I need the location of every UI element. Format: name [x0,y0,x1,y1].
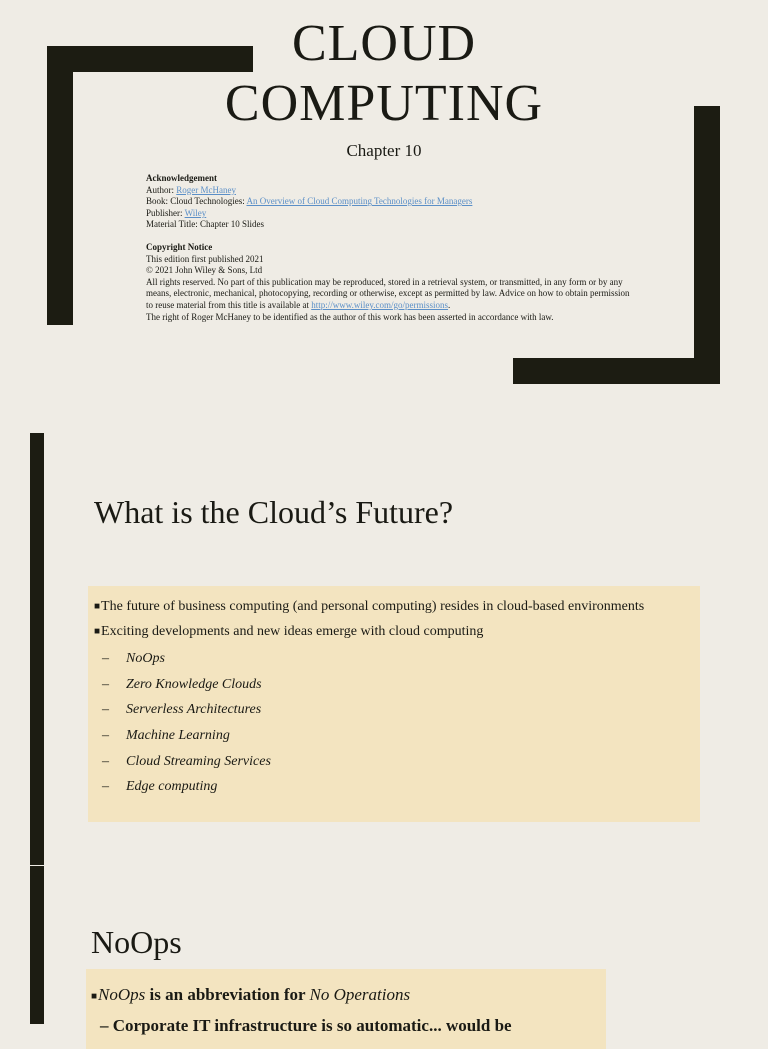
bullet-square-icon: ■ [91,991,98,1002]
slide3-content-box [86,969,606,1049]
sub-list-item: – NoOps [102,651,165,666]
slide-title-line2: COMPUTING [224,75,544,132]
rights-end: . [448,299,451,310]
copyright-line-2: © 2021 John Wiley & Sons, Ltd [146,265,263,276]
book-link[interactable]: An Overview of Cloud Computing Technologies for Managers [246,196,473,207]
slide3-heading: NoOps [91,924,182,960]
noops-expansion: No Operations [309,985,411,1004]
publisher-link[interactable]: Wiley [184,207,207,218]
slide2-heading: What is the Cloud’s Future? [94,494,454,530]
sub-list-item: – Edge computing [102,779,218,794]
frame-bar-bottom [513,358,720,384]
chapter-subtitle: Chapter 10 [346,141,422,160]
sub-list-item: – Serverless Architectures [102,702,262,717]
slide2-accent-bar [30,433,44,865]
sub-list-item: – Zero Knowledge Clouds [102,677,262,692]
bullet-square-icon: ■ [94,626,101,637]
acknowledgement-notes [146,173,636,323]
publisher-label: Publisher: [146,207,185,218]
ack-heading: Acknowledgement [146,173,217,183]
slide2-content-box [88,586,700,822]
bullet-item: ■The future of business computing (and personal computing) resides in cloud-based environments [94,599,645,614]
slide-title-line1: CLOUD [291,15,477,72]
material-title: Material Title: Chapter 10 Slides [146,219,264,230]
permissions-link[interactable]: http://www.wiley.com/go/permissions [311,299,449,310]
noops-term: NoOps [98,985,146,1004]
author-link[interactable]: Roger McHaney [176,184,236,195]
slide3-accent-bar [30,866,44,1024]
moral-right-text: The right of Roger McHaney to be identified as the author of this work has been asserted in accordance with law. [146,311,554,322]
sub-list-item: – Cloud Streaming Services [102,754,271,769]
bullet-item: ■Exciting developments and new ideas emerge with cloud computing [94,624,484,639]
rights-text: All rights reserved. No part of this publication may be reproduced, stored in a retrieval system, or transmitted, in any form or by any means, electronic, mechanical, photocopying, recording or otherwise, except as permitted by law. Advice on how to obtain permission to reuse material from this title is available at [146,276,630,310]
noops-definition: ■NoOps is an abbreviation for No Operations [91,985,411,1004]
noops-sub-line: – Corporate IT infrastructure is so automatic... would be [100,1016,512,1035]
copyright-line-1: This edition first published 2021 [146,253,264,264]
book-label: Book: Cloud Technologies: [146,196,247,207]
author-label: Author: [146,184,177,195]
copyright-heading: Copyright Notice [146,241,213,252]
sub-list-item: – Machine Learning [102,728,230,743]
bullet-square-icon: ■ [94,601,101,612]
